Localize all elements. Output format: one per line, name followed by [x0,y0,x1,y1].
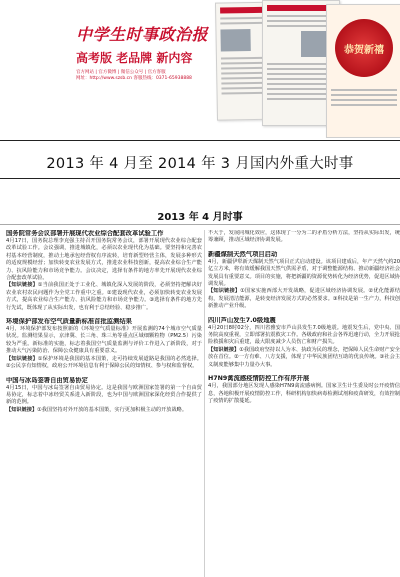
logo-block [76,22,216,82]
article [6,230,202,312]
logo-tiny-text-2: 网址：http://www.szsb.cn 客服热线：0371-65938888 [76,76,192,81]
knowledge-link [6,356,202,371]
column-divider [204,230,205,577]
article-body: 4月20日8时02分，四川省雅安市芦山县发生7.0级地震。地震发生后，党中央、国务院高度重视，立即部署抗震救灾工作。各级政府和社会各界迅速行动，全力开展抢险救援和灾后重建，最大限度减少人员伤亡和财产损失。 [208,324,400,346]
article-body: 4月17日，国务院总理李克强主持召开国务院常务会议，部署开展现代农业综合配套改革试验工作。会议强调，推进城镇化，必须以农业现代化为基础。要坚持和完善农村基本经营制度，推动土地承包经营权有序流转，培育新型经营主体，发展多种形式的适度规模经营；加快转变农业发展方式，推进农业科技创新，提高农业综合生产能力、抗风险能力和市场竞争能力。会议决定，选择有条件的地方率先开展现代农业综合配套改革试验。 [6,238,202,282]
knowledge-text: ①我国政府坚持以人为本、执政为民的理念，把保障人民生命财产安全放在首位。②一方有难、八方支援，体现了中华民族团结互助的优良传统。③社会主义制度能够集中力量办大事。 [208,346,400,368]
article [6,377,202,415]
knowledge-link [6,407,202,414]
article-headline: 国务院常务会议部署开展现代农业综合配套改革试验工作 [6,230,164,237]
knowledge-tag: 【知识链接】 [208,288,241,295]
fortune-seal: 恭贺新禧 [335,19,393,77]
article-headline: 环境保护部发布空气质量新标准首批监测结果 [6,318,132,326]
section-title: 2013 年 4 月时事 [157,212,243,223]
article-headline: H7N9禽流感疫情防控工作有序开展 [208,375,310,383]
title-rule [0,178,400,179]
knowledge-text: ①国家实施西部大开发战略，促进区域经济协调发展。②优化能源结构，发展清洁能源，是转变经济发展方式的必然要求。③科技是第一生产力，科技创新推动产业升级。 [208,288,400,310]
knowledge-tag: 【知识链接】 [208,346,240,353]
article-body: 4月，环境保护部发布按照新的《环境空气质量标准》开展监测的74个城市空气质量状况。监测结果显示，京津冀、长三角、珠三角等重点区域细颗粒物（PM2.5）污染较为严重。新标准的实施，标志着我国空气质量监测与评价工作进入了新阶段，对于推动大气污染防治、保障公众健康具有重要意义。 [6,326,202,355]
article-headline: 四川芦山发生7.0级地震 [208,316,276,324]
left-column [6,230,202,577]
article-body: 4月15日，中国与冰岛签署自由贸易协定。这是我国与欧洲国家签署的第一个自由贸易协定，标志着中冰经贸关系进入新阶段，也为中国与欧洲国家深化经贸合作提供了新的范例。 [6,384,202,406]
article [208,317,400,369]
article [208,230,400,245]
knowledge-tag: 【知识链接】 [6,406,38,413]
article-headline: 新疆煤制天然气项目启动 [208,250,278,258]
article-body: 不大于，发展同城化效应，这体现了一分为二的矛盾分析方法，坚持从实际出发，统筹兼顾，推动区域经济协调发展。 [208,230,400,244]
knowledge-text: ①保护环境是我国的基本国策，走可持续发展道路是我国的必然选择。②公民享有知情权，政府公开环境信息有利于保障公民的知情权、参与权和监督权。 [6,355,202,370]
article-headline: 中国与冰岛签署自由贸易协定 [6,376,88,384]
page-title: 2013 年 4 月至 2014 年 3 月国内外重大时事 [46,156,354,172]
knowledge-text: ①我国坚持对外开放的基本国策，实行更加积极主动的开放战略。 [37,406,188,413]
knowledge-text: ①当前我国正处于工业化、城镇化深入发展的阶段，必须坚持把解决好农业农村农民问题作为全党工作重中之重。②建设现代农业，必须加快转变农业发展方式，提高农业综合生产能力、抗风险能力和市场竞争能力。③选择有条件的地方先行先试，既体现了从实际出发，也有利于总结经验、稳步推广。 [6,282,202,311]
logo-tiny-text-1: 官方网站 | 官方微博 | 微信公众号 | 官方客服 [76,70,166,75]
logo-title: 中学生时事政治报 [76,25,209,44]
article [6,318,202,370]
knowledge-link [208,288,400,310]
article [208,375,400,405]
knowledge-link [208,347,400,369]
knowledge-link [6,282,202,312]
top-rule [0,140,400,141]
article-body: 4月，新疆伊犁新天煤制天然气项目正式启动建设。该项目建成后，年产天然气约20亿立方米，将有效缓解我国天然气供需矛盾，对于调整能源结构、推动新疆经济社会发展具有重要意义。项目的实施，将把新疆的资源优势转化为经济优势，促进区域协调发展。 [208,258,400,288]
article-body: 4月，我国部分地区发现人感染H7N9禽流感病例。国家卫生计生委及时公开疫情信息，各地积极开展疫情防控工作，科研机构加快病毒检测试剂和疫苗研发，有效控制了疫情的扩散蔓延。 [208,383,400,404]
newspaper-thumbnail-3 [326,4,400,138]
section-rule [0,224,400,225]
right-column [208,230,400,577]
knowledge-tag: 【知识链接】 [6,355,38,362]
logo-subtitle: 高考版 老品牌 新内容 [76,51,193,65]
article [208,251,400,311]
newspaper-banner [0,0,400,138]
knowledge-tag: 【知识链接】 [6,282,38,289]
